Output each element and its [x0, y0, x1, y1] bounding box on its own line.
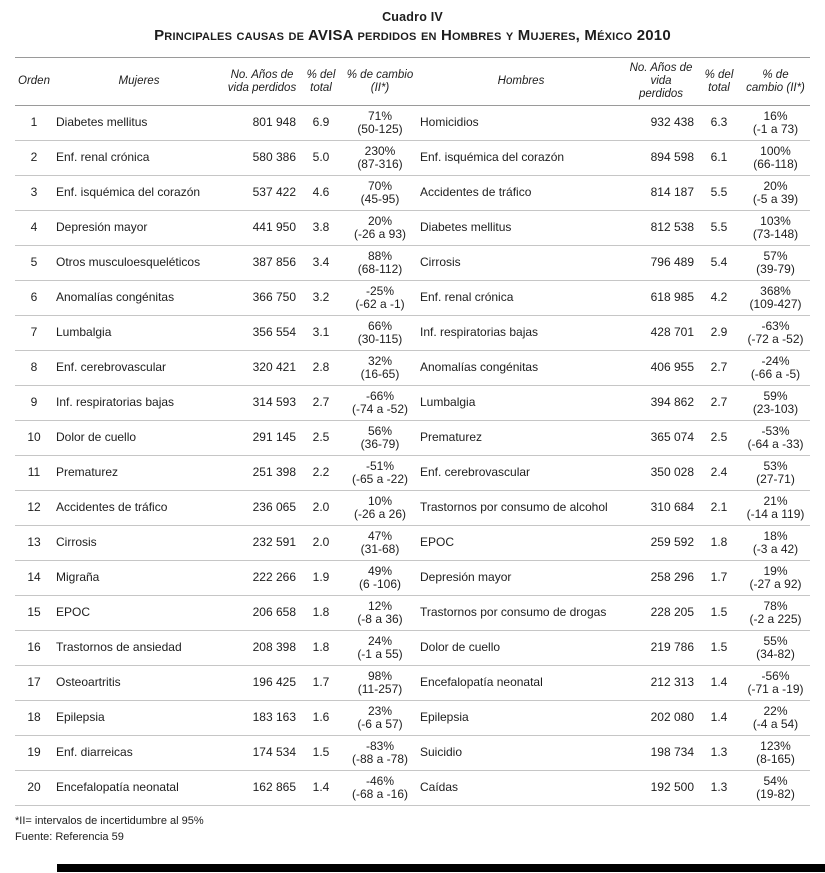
mujeres-change-interval: (11-257) [357, 682, 403, 696]
mujeres-pct-change [343, 596, 417, 631]
hombres-cause: Cirrosis [417, 246, 625, 281]
hombres-change-interval: (-1 a 73) [752, 122, 799, 136]
hombres-change-value: 55% [763, 633, 788, 648]
mujeres-cause: Trastornos de ansiedad [53, 631, 225, 666]
mujeres-change-value: 24% [367, 633, 393, 648]
hombres-pct-total: 2.7 [697, 351, 741, 386]
col-header-pct-mujeres: % del total [299, 58, 343, 106]
mujeres-pct-change [343, 631, 417, 666]
mujeres-cause: EPOC [53, 596, 225, 631]
mujeres-avisa-value: 356 554 [225, 316, 299, 351]
hombres-change-value: -53% [761, 423, 790, 438]
hombres-cause: Trastornos por consumo de alcohol [417, 491, 625, 526]
mujeres-pct-change [343, 561, 417, 596]
row-rank: 18 [15, 701, 53, 736]
mujeres-change-interval: (-62 a -1) [355, 297, 405, 311]
mujeres-pct-change [343, 666, 417, 701]
mujeres-change-value: -51% [365, 458, 394, 473]
mujeres-pct-change [343, 701, 417, 736]
mujeres-change-interval: (-6 a 57) [357, 717, 403, 731]
table-row [15, 491, 810, 526]
mujeres-avisa-value: 441 950 [225, 211, 299, 246]
mujeres-change-value: 71% [367, 108, 393, 123]
mujeres-cause: Accidentes de tráfico [53, 491, 225, 526]
mujeres-pct-total: 3.8 [299, 211, 343, 246]
mujeres-avisa-value: 251 398 [225, 456, 299, 491]
hombres-pct-change [741, 631, 810, 666]
table-row [15, 316, 810, 351]
hombres-change-interval: (-3 a 42) [752, 542, 799, 556]
mujeres-pct-total: 4.6 [299, 176, 343, 211]
mujeres-change-value: 47% [367, 528, 393, 543]
hombres-change-value: 22% [763, 703, 788, 718]
row-rank: 15 [15, 596, 53, 631]
hombres-change-interval: (-4 a 54) [752, 717, 799, 731]
hombres-pct-total: 6.1 [697, 141, 741, 176]
mujeres-change-value: 10% [367, 493, 393, 508]
mujeres-pct-total: 1.5 [299, 736, 343, 771]
hombres-change-value: -24% [761, 353, 790, 368]
hombres-pct-change [741, 386, 810, 421]
mujeres-pct-total: 1.8 [299, 596, 343, 631]
mujeres-cause: Osteoartritis [53, 666, 225, 701]
mujeres-change-value: 12% [367, 598, 393, 613]
mujeres-change-value: 32% [367, 353, 393, 368]
mujeres-pct-change [343, 141, 417, 176]
mujeres-pct-change [343, 351, 417, 386]
hombres-change-value: 100% [760, 143, 791, 158]
mujeres-avisa-value: 320 421 [225, 351, 299, 386]
mujeres-cause: Depresión mayor [53, 211, 225, 246]
row-rank: 4 [15, 211, 53, 246]
mujeres-pct-total: 2.5 [299, 421, 343, 456]
hombres-avisa-value: 812 538 [625, 211, 697, 246]
table-row [15, 526, 810, 561]
mujeres-avisa-value: 236 065 [225, 491, 299, 526]
hombres-cause: Enf. isquémica del corazón [417, 141, 625, 176]
table-header [15, 58, 810, 106]
table-row [15, 631, 810, 666]
hombres-avisa-value: 814 187 [625, 176, 697, 211]
hombres-change-value: 21% [763, 493, 788, 508]
mujeres-pct-total: 1.7 [299, 666, 343, 701]
mujeres-pct-total: 1.9 [299, 561, 343, 596]
hombres-cause: Accidentes de tráfico [417, 176, 625, 211]
row-rank: 20 [15, 771, 53, 806]
hombres-pct-total: 2.1 [697, 491, 741, 526]
col-header-mujeres: Mujeres [53, 58, 225, 106]
hombres-pct-total: 1.3 [697, 771, 741, 806]
hombres-pct-change [741, 666, 810, 701]
hombres-change-value: 54% [763, 773, 788, 788]
hombres-change-value: -63% [761, 318, 790, 333]
hombres-pct-change [741, 491, 810, 526]
mujeres-change-value: -46% [365, 773, 394, 788]
hombres-pct-total: 1.4 [697, 701, 741, 736]
hombres-change-value: 59% [763, 388, 788, 403]
hombres-pct-total: 5.5 [697, 211, 741, 246]
mujeres-change-interval: (36-79) [360, 437, 400, 451]
row-rank: 19 [15, 736, 53, 771]
mujeres-change-interval: (50-125) [357, 122, 403, 136]
hombres-avisa-value: 192 500 [625, 771, 697, 806]
mujeres-pct-change [343, 386, 417, 421]
row-rank: 8 [15, 351, 53, 386]
hombres-pct-change [741, 281, 810, 316]
col-header-cambio-mujeres: % de cambio (II*) [343, 58, 417, 106]
hombres-pct-total: 6.3 [697, 106, 741, 141]
hombres-cause: Homicidios [417, 106, 625, 141]
mujeres-pct-total: 3.1 [299, 316, 343, 351]
hombres-change-interval: (-27 a 92) [749, 577, 802, 591]
mujeres-pct-total: 6.9 [299, 106, 343, 141]
hombres-cause: Inf. respiratorias bajas [417, 316, 625, 351]
mujeres-pct-total: 3.4 [299, 246, 343, 281]
row-rank: 14 [15, 561, 53, 596]
hombres-pct-change [741, 561, 810, 596]
row-rank: 1 [15, 106, 53, 141]
table-row [15, 246, 810, 281]
mujeres-cause: Enf. isquémica del corazón [53, 176, 225, 211]
mujeres-cause: Migraña [53, 561, 225, 596]
mujeres-change-interval: (-68 a -16) [351, 787, 409, 801]
table-row [15, 701, 810, 736]
mujeres-pct-total: 2.2 [299, 456, 343, 491]
hombres-pct-change [741, 351, 810, 386]
footnote-source: Fuente: Referencia 59 [15, 831, 124, 843]
hombres-pct-change [741, 456, 810, 491]
hombres-pct-change [741, 736, 810, 771]
mujeres-change-value: 98% [367, 668, 393, 683]
mujeres-avisa-value: 580 386 [225, 141, 299, 176]
hombres-cause: Prematurez [417, 421, 625, 456]
hombres-pct-change [741, 701, 810, 736]
hombres-cause: Suicidio [417, 736, 625, 771]
row-rank: 7 [15, 316, 53, 351]
hombres-change-value: 16% [763, 108, 788, 123]
hombres-pct-total: 1.3 [697, 736, 741, 771]
hombres-pct-change [741, 141, 810, 176]
hombres-change-interval: (-66 a -5) [750, 367, 801, 381]
hombres-change-interval: (-64 a -33) [747, 437, 804, 451]
hombres-pct-change [741, 316, 810, 351]
mujeres-change-value: 23% [367, 703, 393, 718]
mujeres-cause: Anomalías congénitas [53, 281, 225, 316]
hombres-cause: Lumbalgia [417, 386, 625, 421]
hombres-change-value: 78% [763, 598, 788, 613]
col-header-orden: Orden [15, 58, 53, 106]
hombres-pct-total: 2.9 [697, 316, 741, 351]
hombres-avisa-value: 259 592 [625, 526, 697, 561]
mujeres-change-value: 230% [364, 143, 396, 158]
hombres-avisa-value: 212 313 [625, 666, 697, 701]
mujeres-cause: Encefalopatía neonatal [53, 771, 225, 806]
hombres-change-value: 53% [763, 458, 788, 473]
table-row [15, 176, 810, 211]
hombres-change-value: 368% [760, 283, 791, 298]
mujeres-avisa-value: 291 145 [225, 421, 299, 456]
row-rank: 16 [15, 631, 53, 666]
table-row [15, 421, 810, 456]
hombres-change-value: 103% [760, 213, 791, 228]
mujeres-change-value: -83% [365, 738, 394, 753]
mujeres-avisa-value: 196 425 [225, 666, 299, 701]
mujeres-pct-total: 5.0 [299, 141, 343, 176]
hombres-pct-change [741, 106, 810, 141]
hombres-avisa-value: 198 734 [625, 736, 697, 771]
row-rank: 11 [15, 456, 53, 491]
mujeres-pct-change [343, 736, 417, 771]
mujeres-cause: Otros musculoesqueléticos [53, 246, 225, 281]
mujeres-change-interval: (16-65) [360, 367, 400, 381]
table-row [15, 596, 810, 631]
table-row [15, 106, 810, 141]
hombres-pct-total: 1.7 [697, 561, 741, 596]
mujeres-pct-total: 3.2 [299, 281, 343, 316]
hombres-change-interval: (19-82) [756, 787, 795, 801]
hombres-cause: Depresión mayor [417, 561, 625, 596]
mujeres-cause: Lumbalgia [53, 316, 225, 351]
hombres-cause: Diabetes mellitus [417, 211, 625, 246]
hombres-change-interval: (73-148) [752, 227, 799, 241]
mujeres-change-interval: (87-316) [357, 157, 403, 171]
mujeres-change-interval: (-8 a 36) [357, 612, 403, 626]
mujeres-pct-change [343, 456, 417, 491]
footnote-intervals: *II= intervalos de incertidumbre al 95% [15, 815, 204, 827]
mujeres-pct-change [343, 421, 417, 456]
hombres-change-interval: (-2 a 225) [749, 612, 802, 626]
hombres-change-interval: (23-103) [752, 402, 799, 416]
mujeres-cause: Enf. diarreicas [53, 736, 225, 771]
mujeres-cause: Prematurez [53, 456, 225, 491]
mujeres-change-interval: (6 -106) [358, 577, 402, 591]
mujeres-cause: Inf. respiratorias bajas [53, 386, 225, 421]
mujeres-avisa-value: 208 398 [225, 631, 299, 666]
mujeres-avisa-value: 314 593 [225, 386, 299, 421]
hombres-pct-change [741, 176, 810, 211]
mujeres-pct-change [343, 246, 417, 281]
hombres-pct-change [741, 421, 810, 456]
table-row [15, 386, 810, 421]
mujeres-avisa-value: 366 750 [225, 281, 299, 316]
mujeres-change-value: 88% [367, 248, 393, 263]
col-header-avisa-hombres: No. Años de vida perdidos [625, 58, 697, 106]
row-rank: 10 [15, 421, 53, 456]
hombres-avisa-value: 202 080 [625, 701, 697, 736]
mujeres-avisa-value: 222 266 [225, 561, 299, 596]
mujeres-avisa-value: 801 948 [225, 106, 299, 141]
hombres-change-value: 123% [760, 738, 791, 753]
mujeres-pct-change [343, 316, 417, 351]
mujeres-pct-change [343, 491, 417, 526]
hombres-change-interval: (109-427) [749, 297, 802, 311]
mujeres-change-value: 70% [367, 178, 393, 193]
mujeres-pct-change [343, 281, 417, 316]
mujeres-change-interval: (-1 a 55) [357, 647, 403, 661]
mujeres-pct-change [343, 176, 417, 211]
hombres-change-interval: (66-118) [753, 157, 798, 171]
hombres-pct-total: 4.2 [697, 281, 741, 316]
hombres-avisa-value: 219 786 [625, 631, 697, 666]
mujeres-pct-change [343, 771, 417, 806]
mujeres-pct-change [343, 211, 417, 246]
mujeres-pct-change [343, 526, 417, 561]
row-rank: 3 [15, 176, 53, 211]
mujeres-change-interval: (-65 a -22) [351, 472, 409, 486]
hombres-avisa-value: 428 701 [625, 316, 697, 351]
row-rank: 12 [15, 491, 53, 526]
mujeres-pct-total: 2.8 [299, 351, 343, 386]
col-header-cambio-hombres: % de cambio (II*) [741, 58, 810, 106]
mujeres-cause: Diabetes mellitus [53, 106, 225, 141]
hombres-avisa-value: 310 684 [625, 491, 697, 526]
hombres-avisa-value: 932 438 [625, 106, 697, 141]
table-title: Principales causas de AVISA perdidos en Hombres y Mujeres, México 2010 [154, 27, 671, 44]
row-rank: 13 [15, 526, 53, 561]
table-row [15, 456, 810, 491]
hombres-change-value: 57% [763, 248, 788, 263]
hombres-pct-change [741, 596, 810, 631]
hombres-change-interval: (-72 a -52) [747, 332, 804, 346]
hombres-change-interval: (27-71) [756, 472, 795, 486]
mujeres-cause: Enf. cerebrovascular [53, 351, 225, 386]
table-row [15, 141, 810, 176]
avisa-table [15, 57, 810, 806]
hombres-pct-total: 1.8 [697, 526, 741, 561]
hombres-change-value: 20% [763, 178, 788, 193]
hombres-cause: Anomalías congénitas [417, 351, 625, 386]
hombres-avisa-value: 350 028 [625, 456, 697, 491]
mujeres-change-interval: (-26 a 93) [353, 227, 407, 241]
hombres-avisa-value: 894 598 [625, 141, 697, 176]
row-rank: 5 [15, 246, 53, 281]
col-header-hombres: Hombres [417, 58, 625, 106]
hombres-avisa-value: 796 489 [625, 246, 697, 281]
table-row [15, 281, 810, 316]
mujeres-avisa-value: 162 865 [225, 771, 299, 806]
mujeres-cause: Enf. renal crónica [53, 141, 225, 176]
hombres-avisa-value: 618 985 [625, 281, 697, 316]
mujeres-pct-total: 1.4 [299, 771, 343, 806]
page-bottom-bar [57, 864, 825, 872]
mujeres-change-interval: (-74 a -52) [351, 402, 409, 416]
mujeres-change-value: 20% [367, 213, 393, 228]
table-row [15, 666, 810, 701]
mujeres-cause: Cirrosis [53, 526, 225, 561]
mujeres-avisa-value: 537 422 [225, 176, 299, 211]
mujeres-avisa-value: 387 856 [225, 246, 299, 281]
mujeres-change-value: 66% [367, 318, 393, 333]
mujeres-change-interval: (31-68) [360, 542, 400, 556]
mujeres-avisa-value: 232 591 [225, 526, 299, 561]
mujeres-change-value: 56% [367, 423, 393, 438]
hombres-cause: Enf. cerebrovascular [417, 456, 625, 491]
hombres-pct-change [741, 526, 810, 561]
table-row [15, 736, 810, 771]
mujeres-change-interval: (68-112) [357, 262, 403, 276]
mujeres-avisa-value: 206 658 [225, 596, 299, 631]
hombres-cause: Caídas [417, 771, 625, 806]
hombres-change-interval: (39-79) [756, 262, 795, 276]
hombres-pct-total: 5.5 [697, 176, 741, 211]
hombres-cause: EPOC [417, 526, 625, 561]
mujeres-change-interval: (-88 a -78) [351, 752, 409, 766]
hombres-avisa-value: 406 955 [625, 351, 697, 386]
hombres-pct-total: 2.4 [697, 456, 741, 491]
col-header-pct-hombres: % del total [697, 58, 741, 106]
hombres-pct-change [741, 771, 810, 806]
hombres-change-interval: (8-165) [756, 752, 795, 766]
hombres-change-interval: (34-82) [756, 647, 795, 661]
mujeres-change-value: 49% [367, 563, 393, 578]
mujeres-avisa-value: 174 534 [225, 736, 299, 771]
header-row [15, 58, 810, 106]
table-row [15, 771, 810, 806]
mujeres-cause: Epilepsia [53, 701, 225, 736]
hombres-pct-total: 1.4 [697, 666, 741, 701]
hombres-pct-total: 2.5 [697, 421, 741, 456]
hombres-cause: Trastornos por consumo de drogas [417, 596, 625, 631]
hombres-pct-total: 1.5 [697, 596, 741, 631]
table-row [15, 211, 810, 246]
hombres-avisa-value: 394 862 [625, 386, 697, 421]
hombres-change-value: 19% [763, 563, 788, 578]
row-rank: 9 [15, 386, 53, 421]
hombres-avisa-value: 258 296 [625, 561, 697, 596]
mujeres-cause: Dolor de cuello [53, 421, 225, 456]
row-rank: 17 [15, 666, 53, 701]
hombres-pct-total: 1.5 [697, 631, 741, 666]
hombres-avisa-value: 228 205 [625, 596, 697, 631]
mujeres-pct-change [343, 106, 417, 141]
hombres-cause: Dolor de cuello [417, 631, 625, 666]
hombres-cause: Enf. renal crónica [417, 281, 625, 316]
mujeres-change-interval: (45-95) [360, 192, 400, 206]
mujeres-change-value: -25% [365, 283, 394, 298]
mujeres-avisa-value: 183 163 [225, 701, 299, 736]
mujeres-change-interval: (-26 a 26) [353, 507, 407, 521]
table-number-title: Cuadro IV [382, 10, 443, 24]
mujeres-change-value: -66% [365, 388, 394, 403]
table-row [15, 561, 810, 596]
mujeres-change-interval: (30-115) [357, 332, 403, 346]
row-rank: 6 [15, 281, 53, 316]
hombres-change-value: -56% [761, 668, 790, 683]
mujeres-pct-total: 2.0 [299, 491, 343, 526]
mujeres-pct-total: 2.7 [299, 386, 343, 421]
table-row [15, 351, 810, 386]
mujeres-pct-total: 1.6 [299, 701, 343, 736]
hombres-change-value: 18% [763, 528, 788, 543]
hombres-change-interval: (-14 a 119) [746, 507, 805, 521]
hombres-pct-change [741, 211, 810, 246]
hombres-cause: Encefalopatía neonatal [417, 666, 625, 701]
hombres-pct-change [741, 246, 810, 281]
hombres-change-interval: (-5 a 39) [752, 192, 799, 206]
row-rank: 2 [15, 141, 53, 176]
col-header-avisa-mujeres: No. Años de vida perdidos [225, 58, 299, 106]
hombres-avisa-value: 365 074 [625, 421, 697, 456]
hombres-cause: Epilepsia [417, 701, 625, 736]
table-footnotes [15, 813, 810, 845]
hombres-pct-total: 2.7 [697, 386, 741, 421]
table-body [15, 106, 810, 806]
mujeres-pct-total: 1.8 [299, 631, 343, 666]
hombres-change-interval: (-71 a -19) [747, 682, 804, 696]
mujeres-pct-total: 2.0 [299, 526, 343, 561]
hombres-pct-total: 5.4 [697, 246, 741, 281]
